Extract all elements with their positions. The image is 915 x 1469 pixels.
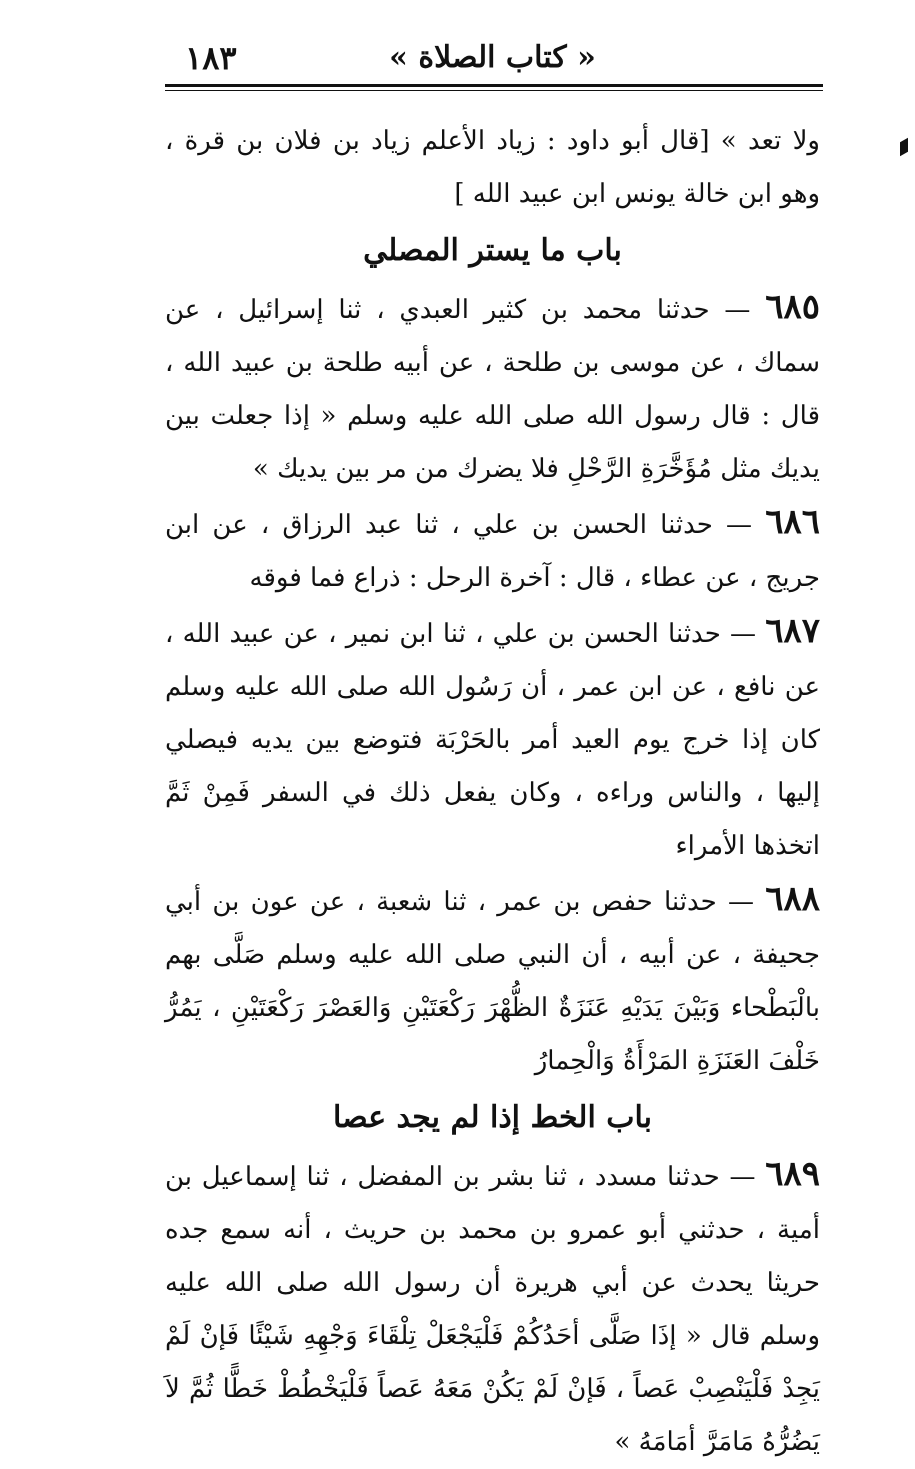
hadith-paragraph xyxy=(165,873,820,1088)
hadith-text: — حدثنا الحسن بن علي ، ثنا عبد الرزاق ، عن ابن جريج ، عن عطاء ، قال : آخرة الرحل : ذراع فما فوقه xyxy=(165,510,820,593)
hadith-number: ٦٨٦ xyxy=(765,502,821,542)
header-rule-thin xyxy=(165,90,823,91)
hadith-number: ٦٨٩ xyxy=(765,1154,821,1194)
chapter-title: باب الخط إذا لم يجد عصا xyxy=(333,1100,652,1135)
hadith-paragraph xyxy=(165,496,820,605)
hadith-number: ٦٨٧ xyxy=(765,611,821,651)
hadith-number: ٦٨٥ xyxy=(765,287,820,327)
hadith-paragraph xyxy=(165,1148,820,1469)
hadith-text: — حدثنا محمد بن كثير العبدي ، ثنا إسرائيل ، عن سماك ، عن موسى بن طلحة ، عن أبيه طلحة بن عبيد الله ، قال : قال رسول الله صلى الله عليه وسلم « إذا جعلت بين يديك مثل مُؤَخَّرَةِ الرَّحْلِ فلا يضرك من مر بين يديك » xyxy=(165,295,820,484)
page-body xyxy=(165,115,820,1469)
hadith-paragraph xyxy=(165,605,820,873)
hadith-text: — حدثنا حفص بن عمر ، ثنا شعبة ، عن عون بن أبي جحيفة ، عن أبيه ، أن النبي صلى الله عليه وسلم صَلَّى بهم بالْبَطْحاء وَبَيْنَ يَدَيْهِ عَنَزَةٌ الظُّهْرَ رَكْعَتَيْنِ وَالعَصْرَ رَكْعَتَيْنِ ، يَمُرُّ خَلْفَ العَنَزَةِ المَرْأَةُ وَالْحِمارُ xyxy=(165,887,820,1076)
header-rule xyxy=(165,84,823,87)
intro-paragraph: ولا تعد » [قال أبو داود : زياد الأعلم زياد بن فلان بن قرة ، وهو ابن خالة يونس ابن عبيد الله ] xyxy=(165,126,820,209)
hadith-number: ٦٨٨ xyxy=(765,879,821,919)
hadith-paragraph xyxy=(165,281,820,496)
margin-mark xyxy=(900,138,908,157)
chapter-title: باب ما يستر المصلي xyxy=(363,233,622,268)
page-number: ١٨٣ xyxy=(185,39,237,77)
hadith-text: — حدثنا الحسن بن علي ، ثنا ابن نمير ، عن عبيد الله ، عن نافع ، عن ابن عمر ، أن رَسُول الله صلى الله عليه وسلم كان إذا خرج يوم العيد أمر بالحَرْبَة فتوضع بين يديه فيصلي إليها ، والناس وراءه ، وكان يفعل ذلك في السفر فَمِنْ ثَمَّ اتخذها الأمراء xyxy=(165,619,820,861)
hadith-text: — حدثنا مسدد ، ثنا بشر بن المفضل ، ثنا إسماعيل بن أمية ، حدثني أبو عمرو بن محمد بن حريث ، أنه سمع جده حريثا يحدث عن أبي هريرة أن رسول الله صلى الله عليه وسلم قال « إذَا صَلَّى أحَدُكُمْ فَلْيَجْعَلْ تِلْقَاءَ وَجْهِهِ شَيْئًا فَإنْ لَمْ يَجِدْ فَلْيَنْصِبْ عَصاً ، فَإنْ لَمْ يَكُنْ مَعَهُ عَصاً فَلْيَخْطُطْ خَطًّا ثُمَّ لاَ يَضُرُّهُ مَامَرَّ أمَامَهُ » xyxy=(165,1162,820,1457)
page-header xyxy=(165,38,820,78)
running-title: « كتاب الصلاة » xyxy=(389,40,596,75)
